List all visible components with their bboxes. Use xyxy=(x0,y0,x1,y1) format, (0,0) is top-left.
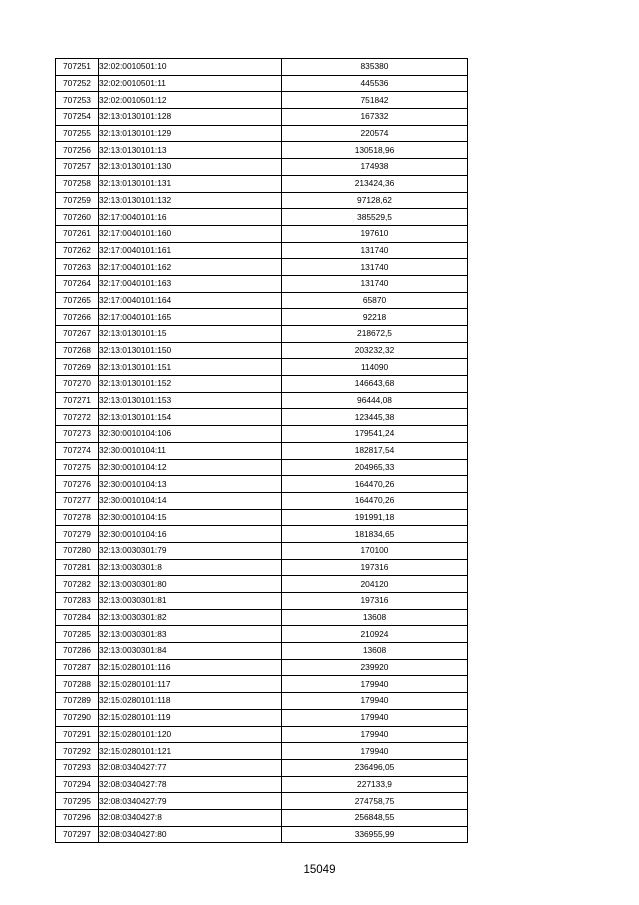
table-row xyxy=(56,559,468,576)
value-cell: 146643,68 xyxy=(282,376,468,393)
row-id-cell: 707288 xyxy=(56,676,99,693)
row-id-cell: 707297 xyxy=(56,826,99,843)
cadastral-number-cell: 32:02:0010501:12 xyxy=(99,92,282,109)
row-id-cell: 707273 xyxy=(56,426,99,443)
row-id-cell: 707266 xyxy=(56,309,99,326)
table-row xyxy=(56,476,468,493)
table-row xyxy=(56,209,468,226)
cadastral-number-cell: 32:13:0030301:82 xyxy=(99,609,282,626)
cadastral-number-cell: 32:13:0030301:80 xyxy=(99,576,282,593)
table-row xyxy=(56,492,468,509)
row-id-cell: 707277 xyxy=(56,492,99,509)
table-row xyxy=(56,359,468,376)
table-row xyxy=(56,292,468,309)
value-cell: 256848,55 xyxy=(282,809,468,826)
table-row xyxy=(56,609,468,626)
cadastral-number-cell: 32:08:0340427:79 xyxy=(99,793,282,810)
row-id-cell: 707260 xyxy=(56,209,99,226)
value-cell: 13608 xyxy=(282,609,468,626)
table-row xyxy=(56,709,468,726)
cadastral-number-cell: 32:13:0130101:129 xyxy=(99,125,282,142)
table-row xyxy=(56,409,468,426)
value-cell: 191991,18 xyxy=(282,509,468,526)
value-cell: 131740 xyxy=(282,275,468,292)
row-id-cell: 707292 xyxy=(56,743,99,760)
cadastral-number-cell: 32:15:0280101:121 xyxy=(99,743,282,760)
value-cell: 164470,26 xyxy=(282,492,468,509)
row-id-cell: 707285 xyxy=(56,626,99,643)
row-id-cell: 707270 xyxy=(56,376,99,393)
row-id-cell: 707253 xyxy=(56,92,99,109)
cadastral-number-cell: 32:08:0340427:80 xyxy=(99,826,282,843)
value-cell: 114090 xyxy=(282,359,468,376)
row-id-cell: 707262 xyxy=(56,242,99,259)
cadastral-number-cell: 32:17:0040101:161 xyxy=(99,242,282,259)
row-id-cell: 707296 xyxy=(56,809,99,826)
page-number: 15049 xyxy=(303,864,336,876)
value-cell: 179940 xyxy=(282,693,468,710)
value-cell: 236496,05 xyxy=(282,759,468,776)
cadastral-number-cell: 32:13:0130101:153 xyxy=(99,392,282,409)
row-id-cell: 707259 xyxy=(56,192,99,209)
cadastral-number-cell: 32:15:0280101:119 xyxy=(99,709,282,726)
cadastral-number-cell: 32:15:0280101:116 xyxy=(99,659,282,676)
table-row xyxy=(56,392,468,409)
table-row xyxy=(56,509,468,526)
value-cell: 751842 xyxy=(282,92,468,109)
table-row xyxy=(56,92,468,109)
row-id-cell: 707289 xyxy=(56,693,99,710)
value-cell: 164470,26 xyxy=(282,476,468,493)
value-cell: 130518,96 xyxy=(282,142,468,159)
row-id-cell: 707287 xyxy=(56,659,99,676)
table-row xyxy=(56,225,468,242)
value-cell: 336955,99 xyxy=(282,826,468,843)
row-id-cell: 707280 xyxy=(56,542,99,559)
cadastral-number-cell: 32:13:0130101:131 xyxy=(99,175,282,192)
cadastral-number-cell: 32:13:0130101:132 xyxy=(99,192,282,209)
cadastral-number-cell: 32:13:0030301:81 xyxy=(99,593,282,610)
value-cell: 97128,62 xyxy=(282,192,468,209)
value-cell: 13608 xyxy=(282,643,468,660)
cadastral-number-cell: 32:13:0130101:151 xyxy=(99,359,282,376)
table-row xyxy=(56,793,468,810)
value-cell: 220574 xyxy=(282,125,468,142)
table-row xyxy=(56,59,468,76)
table-row xyxy=(56,275,468,292)
table-row xyxy=(56,826,468,843)
value-cell: 96444,08 xyxy=(282,392,468,409)
table-row xyxy=(56,242,468,259)
table-row xyxy=(56,526,468,543)
cadastral-number-cell: 32:17:0040101:160 xyxy=(99,225,282,242)
cadastral-number-cell: 32:30:0010104:16 xyxy=(99,526,282,543)
row-id-cell: 707252 xyxy=(56,75,99,92)
row-id-cell: 707286 xyxy=(56,643,99,660)
table-row xyxy=(56,442,468,459)
table-row xyxy=(56,142,468,159)
value-cell: 131740 xyxy=(282,259,468,276)
value-cell: 239920 xyxy=(282,659,468,676)
value-cell: 174938 xyxy=(282,159,468,176)
table-row xyxy=(56,743,468,760)
cadastral-number-cell: 32:13:0130101:15 xyxy=(99,326,282,343)
table-row xyxy=(56,643,468,660)
cadastral-number-cell: 32:30:0010104:14 xyxy=(99,492,282,509)
row-id-cell: 707256 xyxy=(56,142,99,159)
table-row xyxy=(56,542,468,559)
cadastral-number-cell: 32:30:0010104:12 xyxy=(99,459,282,476)
row-id-cell: 707278 xyxy=(56,509,99,526)
table-row xyxy=(56,693,468,710)
row-id-cell: 707265 xyxy=(56,292,99,309)
row-id-cell: 707258 xyxy=(56,175,99,192)
row-id-cell: 707275 xyxy=(56,459,99,476)
cadastral-number-cell: 32:13:0130101:152 xyxy=(99,376,282,393)
table-row xyxy=(56,593,468,610)
row-id-cell: 707269 xyxy=(56,359,99,376)
value-cell: 170100 xyxy=(282,542,468,559)
cadastral-number-cell: 32:17:0040101:165 xyxy=(99,309,282,326)
table-row xyxy=(56,75,468,92)
value-cell: 131740 xyxy=(282,242,468,259)
value-cell: 197316 xyxy=(282,593,468,610)
row-id-cell: 707268 xyxy=(56,342,99,359)
value-cell: 182817,54 xyxy=(282,442,468,459)
row-id-cell: 707276 xyxy=(56,476,99,493)
table-row xyxy=(56,259,468,276)
row-id-cell: 707261 xyxy=(56,225,99,242)
table-row xyxy=(56,626,468,643)
value-cell: 445536 xyxy=(282,75,468,92)
cadastral-number-cell: 32:13:0030301:79 xyxy=(99,542,282,559)
data-table xyxy=(55,58,468,843)
cadastral-number-cell: 32:02:0010501:10 xyxy=(99,59,282,76)
cadastral-number-cell: 32:02:0010501:11 xyxy=(99,75,282,92)
row-id-cell: 707251 xyxy=(56,59,99,76)
table-row xyxy=(56,175,468,192)
cadastral-number-cell: 32:30:0010104:11 xyxy=(99,442,282,459)
cadastral-number-cell: 32:17:0040101:164 xyxy=(99,292,282,309)
cadastral-number-cell: 32:17:0040101:162 xyxy=(99,259,282,276)
cadastral-number-cell: 32:08:0340427:78 xyxy=(99,776,282,793)
cadastral-number-cell: 32:17:0040101:16 xyxy=(99,209,282,226)
row-id-cell: 707279 xyxy=(56,526,99,543)
table-row xyxy=(56,676,468,693)
row-id-cell: 707294 xyxy=(56,776,99,793)
value-cell: 213424,36 xyxy=(282,175,468,192)
table-row xyxy=(56,576,468,593)
cadastral-number-cell: 32:13:0130101:154 xyxy=(99,409,282,426)
table-row xyxy=(56,376,468,393)
row-id-cell: 707284 xyxy=(56,609,99,626)
value-cell: 179940 xyxy=(282,726,468,743)
cadastral-number-cell: 32:30:0010104:13 xyxy=(99,476,282,493)
cadastral-number-cell: 32:08:0340427:8 xyxy=(99,809,282,826)
value-cell: 218672,5 xyxy=(282,326,468,343)
cadastral-number-cell: 32:30:0010104:15 xyxy=(99,509,282,526)
table-row xyxy=(56,342,468,359)
row-id-cell: 707291 xyxy=(56,726,99,743)
value-cell: 227133,9 xyxy=(282,776,468,793)
table-row xyxy=(56,759,468,776)
row-id-cell: 707290 xyxy=(56,709,99,726)
row-id-cell: 707257 xyxy=(56,159,99,176)
value-cell: 210924 xyxy=(282,626,468,643)
row-id-cell: 707281 xyxy=(56,559,99,576)
value-cell: 203232,32 xyxy=(282,342,468,359)
row-id-cell: 707274 xyxy=(56,442,99,459)
table-row xyxy=(56,159,468,176)
cadastral-number-cell: 32:13:0130101:13 xyxy=(99,142,282,159)
cadastral-number-cell: 32:08:0340427:77 xyxy=(99,759,282,776)
value-cell: 167332 xyxy=(282,109,468,126)
cadastral-number-cell: 32:30:0010104:106 xyxy=(99,426,282,443)
value-cell: 179940 xyxy=(282,709,468,726)
table-row xyxy=(56,776,468,793)
row-id-cell: 707264 xyxy=(56,275,99,292)
value-cell: 179940 xyxy=(282,743,468,760)
row-id-cell: 707254 xyxy=(56,109,99,126)
value-cell: 835380 xyxy=(282,59,468,76)
cadastral-number-cell: 32:13:0030301:8 xyxy=(99,559,282,576)
cadastral-number-cell: 32:13:0130101:150 xyxy=(99,342,282,359)
value-cell: 181834,65 xyxy=(282,526,468,543)
cadastral-number-cell: 32:13:0030301:84 xyxy=(99,643,282,660)
table-row xyxy=(56,809,468,826)
row-id-cell: 707267 xyxy=(56,326,99,343)
row-id-cell: 707295 xyxy=(56,793,99,810)
row-id-cell: 707282 xyxy=(56,576,99,593)
value-cell: 197610 xyxy=(282,225,468,242)
cadastral-number-cell: 32:15:0280101:120 xyxy=(99,726,282,743)
value-cell: 65870 xyxy=(282,292,468,309)
row-id-cell: 707263 xyxy=(56,259,99,276)
cadastral-number-cell: 32:13:0130101:128 xyxy=(99,109,282,126)
value-cell: 179541,24 xyxy=(282,426,468,443)
value-cell: 204120 xyxy=(282,576,468,593)
table-row xyxy=(56,326,468,343)
table-row xyxy=(56,125,468,142)
value-cell: 179940 xyxy=(282,676,468,693)
table-row xyxy=(56,309,468,326)
row-id-cell: 707272 xyxy=(56,409,99,426)
table-row xyxy=(56,726,468,743)
value-cell: 204965,33 xyxy=(282,459,468,476)
table-row xyxy=(56,109,468,126)
value-cell: 197316 xyxy=(282,559,468,576)
row-id-cell: 707271 xyxy=(56,392,99,409)
row-id-cell: 707255 xyxy=(56,125,99,142)
value-cell: 92218 xyxy=(282,309,468,326)
cadastral-number-cell: 32:13:0030301:83 xyxy=(99,626,282,643)
table-body xyxy=(56,59,468,843)
cadastral-number-cell: 32:15:0280101:117 xyxy=(99,676,282,693)
table-row xyxy=(56,426,468,443)
table-row xyxy=(56,659,468,676)
cadastral-number-cell: 32:15:0280101:118 xyxy=(99,693,282,710)
value-cell: 274758,75 xyxy=(282,793,468,810)
value-cell: 385529,5 xyxy=(282,209,468,226)
table-row xyxy=(56,459,468,476)
cadastral-number-cell: 32:13:0130101:130 xyxy=(99,159,282,176)
row-id-cell: 707283 xyxy=(56,593,99,610)
row-id-cell: 707293 xyxy=(56,759,99,776)
cadastral-number-cell: 32:17:0040101:163 xyxy=(99,275,282,292)
table-row xyxy=(56,192,468,209)
value-cell: 123445,38 xyxy=(282,409,468,426)
